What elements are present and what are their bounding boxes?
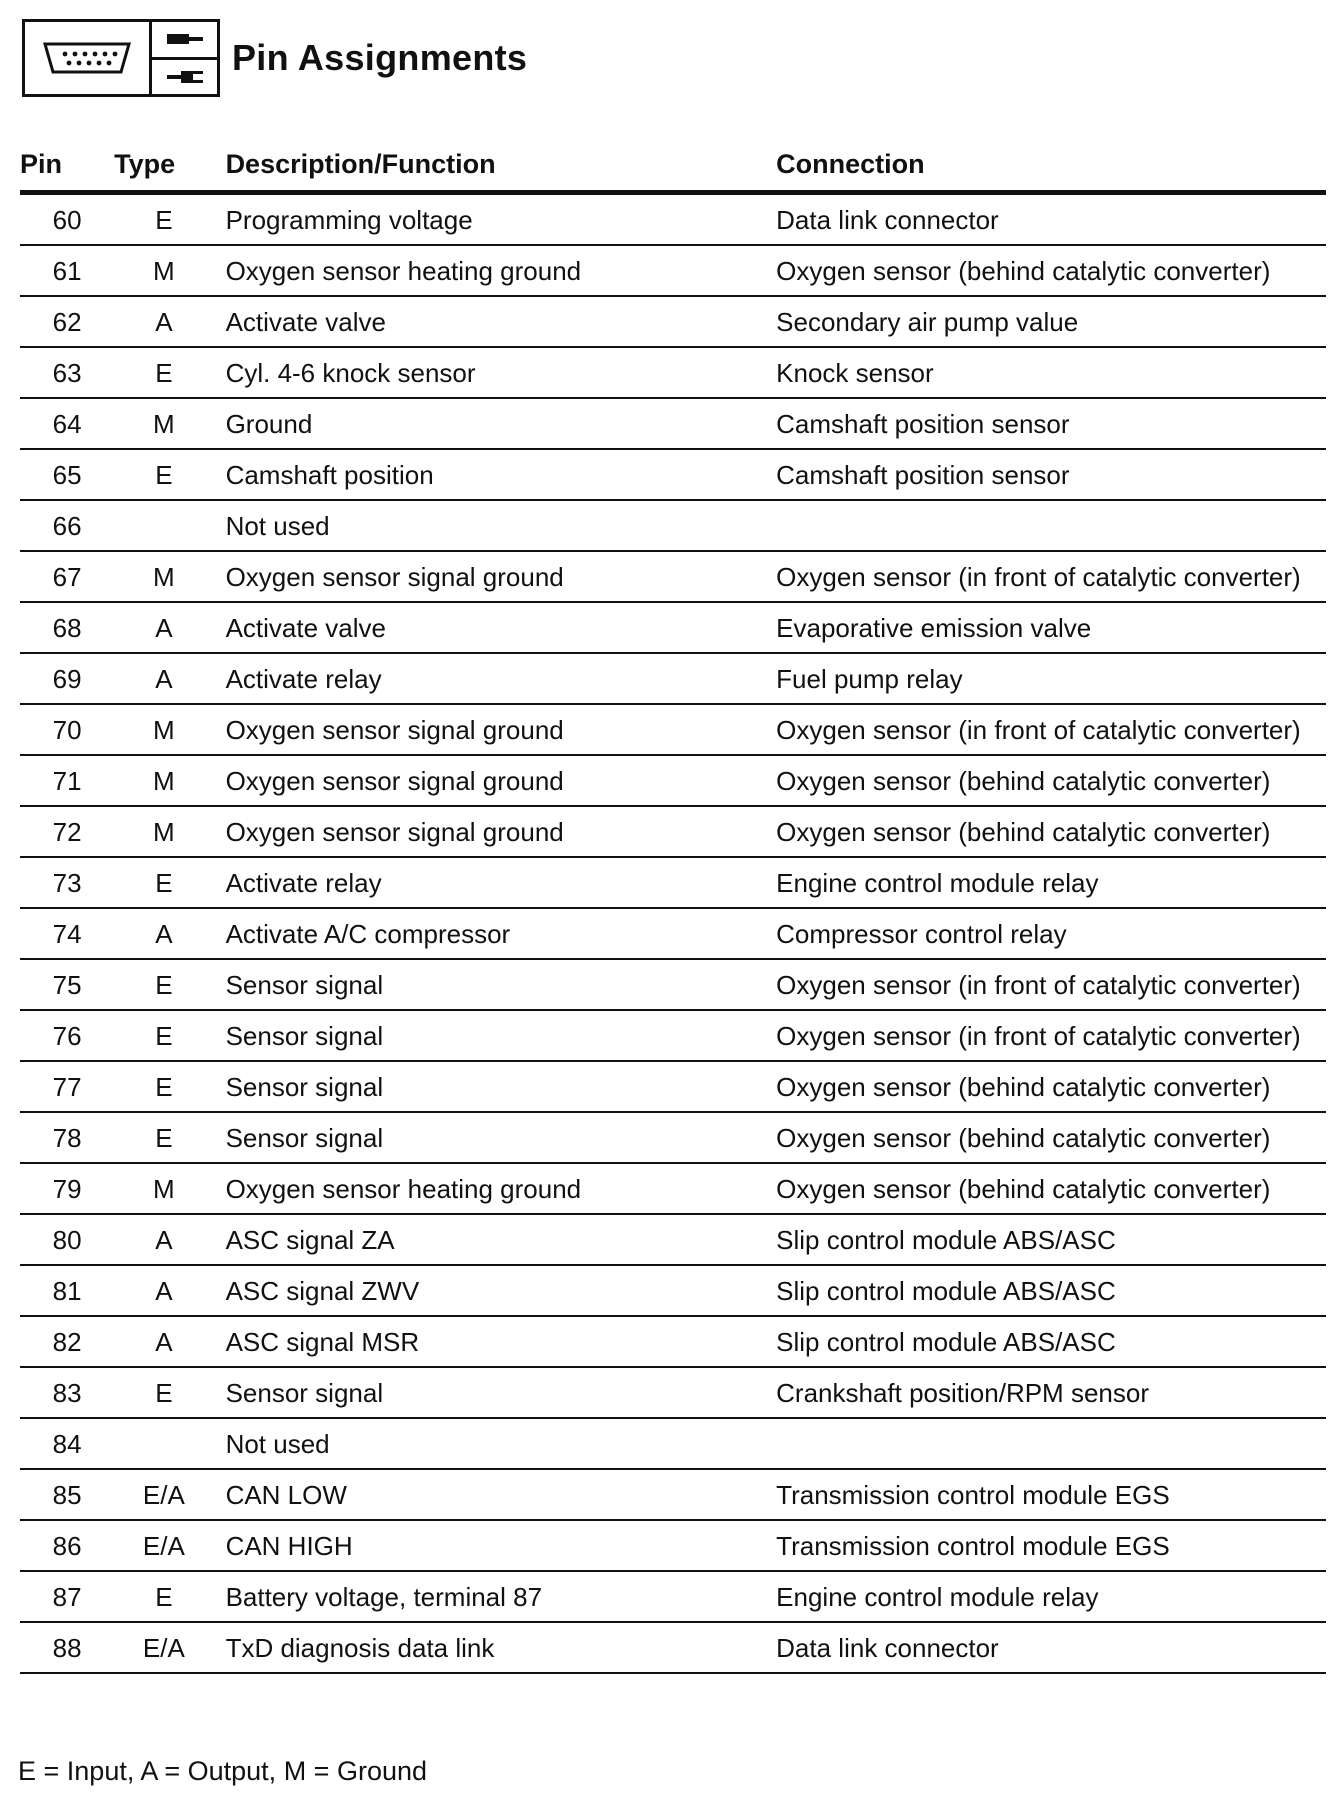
- table-row: [20, 1367, 1326, 1418]
- table-row: [20, 449, 1326, 500]
- cell-connection: Camshaft position sensor: [776, 398, 1326, 449]
- cell-connection: Evaporative emission valve: [776, 602, 1326, 653]
- cell-description: Oxygen sensor signal ground: [214, 704, 777, 755]
- cell-pin: 77: [20, 1061, 114, 1112]
- column-header-type: Type: [114, 140, 213, 193]
- column-header-description: Description/Function: [214, 140, 777, 193]
- table-row: [20, 806, 1326, 857]
- cell-type: E: [114, 1061, 213, 1112]
- cell-type: A: [114, 1316, 213, 1367]
- type-legend: E = Input, A = Output, M = Ground: [18, 1756, 428, 1786]
- cell-description: Ground: [214, 398, 777, 449]
- cell-description: ASC signal ZA: [214, 1214, 777, 1265]
- cell-pin: 83: [20, 1367, 114, 1418]
- table-row: [20, 245, 1326, 296]
- connector-icon: [25, 22, 152, 94]
- table-row: [20, 1622, 1326, 1673]
- cell-type: E: [114, 857, 213, 908]
- cell-pin: 67: [20, 551, 114, 602]
- cell-pin: 75: [20, 959, 114, 1010]
- cell-pin: 70: [20, 704, 114, 755]
- cell-connection: Data link connector: [776, 193, 1326, 246]
- cell-type: M: [114, 1163, 213, 1214]
- cell-connection: [776, 1418, 1326, 1469]
- table-row: [20, 1163, 1326, 1214]
- cell-description: Not used: [214, 500, 777, 551]
- cell-type: E: [114, 1571, 213, 1622]
- table-row: [20, 1520, 1326, 1571]
- cell-description: Oxygen sensor signal ground: [214, 755, 777, 806]
- cell-pin: 65: [20, 449, 114, 500]
- cell-type: E: [114, 347, 213, 398]
- cell-pin: 84: [20, 1418, 114, 1469]
- cell-pin: 73: [20, 857, 114, 908]
- cell-connection: Fuel pump relay: [776, 653, 1326, 704]
- cell-description: Oxygen sensor heating ground: [214, 245, 777, 296]
- table-row: [20, 193, 1326, 246]
- cell-connection: Oxygen sensor (in front of catalytic converter): [776, 959, 1326, 1010]
- cell-pin: 88: [20, 1622, 114, 1673]
- table-row: [20, 1571, 1326, 1622]
- table-header-row: [20, 140, 1326, 193]
- cell-description: Activate valve: [214, 602, 777, 653]
- cell-description: Activate valve: [214, 296, 777, 347]
- table-row: [20, 1112, 1326, 1163]
- cell-type: [114, 500, 213, 551]
- cell-type: [114, 1418, 213, 1469]
- cell-pin: 68: [20, 602, 114, 653]
- cell-connection: Slip control module ABS/ASC: [776, 1265, 1326, 1316]
- cell-connection: Camshaft position sensor: [776, 449, 1326, 500]
- cell-type: E: [114, 449, 213, 500]
- table-row: [20, 755, 1326, 806]
- cell-connection: Crankshaft position/RPM sensor: [776, 1367, 1326, 1418]
- cell-type: E: [114, 193, 213, 246]
- cell-pin: 87: [20, 1571, 114, 1622]
- cell-connection: Slip control module ABS/ASC: [776, 1316, 1326, 1367]
- cell-pin: 82: [20, 1316, 114, 1367]
- table-row: [20, 347, 1326, 398]
- cell-description: Oxygen sensor signal ground: [214, 551, 777, 602]
- cell-description: Not used: [214, 1418, 777, 1469]
- table-row: [20, 704, 1326, 755]
- plug-icon-stack: [152, 22, 217, 94]
- table-row: [20, 653, 1326, 704]
- pin-assignments-table: [20, 140, 1326, 1674]
- cell-type: A: [114, 1265, 213, 1316]
- page-title: Pin Assignments: [232, 37, 528, 78]
- cell-type: M: [114, 551, 213, 602]
- table-row: [20, 959, 1326, 1010]
- table-row: [20, 602, 1326, 653]
- cell-connection: Data link connector: [776, 1622, 1326, 1673]
- page-header: [22, 18, 527, 98]
- table-row: [20, 296, 1326, 347]
- cell-pin: 72: [20, 806, 114, 857]
- cell-pin: 81: [20, 1265, 114, 1316]
- cell-type: M: [114, 245, 213, 296]
- cell-type: E: [114, 1010, 213, 1061]
- table-row: [20, 1214, 1326, 1265]
- cell-type: M: [114, 755, 213, 806]
- cell-connection: Slip control module ABS/ASC: [776, 1214, 1326, 1265]
- cell-description: Sensor signal: [214, 1367, 777, 1418]
- cell-description: Cyl. 4-6 knock sensor: [214, 347, 777, 398]
- cell-connection: Transmission control module EGS: [776, 1520, 1326, 1571]
- cell-pin: 64: [20, 398, 114, 449]
- cell-connection: Oxygen sensor (in front of catalytic converter): [776, 1010, 1326, 1061]
- cell-type: A: [114, 908, 213, 959]
- cell-connection: Oxygen sensor (behind catalytic converter): [776, 245, 1326, 296]
- cell-type: A: [114, 602, 213, 653]
- cell-pin: 62: [20, 296, 114, 347]
- cell-description: Oxygen sensor heating ground: [214, 1163, 777, 1214]
- cell-connection: Oxygen sensor (in front of catalytic converter): [776, 551, 1326, 602]
- cell-type: M: [114, 704, 213, 755]
- cell-connection: Transmission control module EGS: [776, 1469, 1326, 1520]
- cell-pin: 78: [20, 1112, 114, 1163]
- cell-connection: Compressor control relay: [776, 908, 1326, 959]
- plug-icon: [152, 22, 217, 60]
- cell-description: Sensor signal: [214, 1010, 777, 1061]
- cell-description: Oxygen sensor signal ground: [214, 806, 777, 857]
- cell-type: E/A: [114, 1520, 213, 1571]
- cell-type: M: [114, 806, 213, 857]
- cell-type: E/A: [114, 1622, 213, 1673]
- cell-type: A: [114, 296, 213, 347]
- cell-description: CAN LOW: [214, 1469, 777, 1520]
- table-row: [20, 551, 1326, 602]
- cell-pin: 76: [20, 1010, 114, 1061]
- cell-type: E: [114, 959, 213, 1010]
- cell-description: ASC signal ZWV: [214, 1265, 777, 1316]
- cell-type: A: [114, 1214, 213, 1265]
- cell-type: E: [114, 1367, 213, 1418]
- table-row: [20, 1265, 1326, 1316]
- cell-connection: Oxygen sensor (behind catalytic converter): [776, 755, 1326, 806]
- cell-connection: Oxygen sensor (behind catalytic converter): [776, 806, 1326, 857]
- cell-type: M: [114, 398, 213, 449]
- cell-description: Activate relay: [214, 653, 777, 704]
- cell-connection: Oxygen sensor (behind catalytic converter): [776, 1163, 1326, 1214]
- cell-pin: 86: [20, 1520, 114, 1571]
- table-row: [20, 398, 1326, 449]
- cell-type: A: [114, 653, 213, 704]
- cell-description: Battery voltage, terminal 87: [214, 1571, 777, 1622]
- cell-connection: Engine control module relay: [776, 857, 1326, 908]
- cell-connection: Oxygen sensor (behind catalytic converter): [776, 1061, 1326, 1112]
- connector-icon-box: [22, 19, 220, 97]
- cell-pin: 80: [20, 1214, 114, 1265]
- table-row: [20, 908, 1326, 959]
- table-row: [20, 857, 1326, 908]
- table-row: [20, 1010, 1326, 1061]
- table-row: [20, 1061, 1326, 1112]
- cell-pin: 85: [20, 1469, 114, 1520]
- column-header-pin: Pin: [20, 140, 114, 193]
- cell-type: E: [114, 1112, 213, 1163]
- socket-icon: [152, 60, 217, 95]
- cell-pin: 63: [20, 347, 114, 398]
- table-row: [20, 500, 1326, 551]
- cell-connection: Engine control module relay: [776, 1571, 1326, 1622]
- cell-pin: 60: [20, 193, 114, 246]
- cell-pin: 66: [20, 500, 114, 551]
- cell-description: Activate A/C compressor: [214, 908, 777, 959]
- cell-description: Sensor signal: [214, 1061, 777, 1112]
- cell-connection: Secondary air pump value: [776, 296, 1326, 347]
- cell-description: Programming voltage: [214, 193, 777, 246]
- table-row: [20, 1316, 1326, 1367]
- cell-description: ASC signal MSR: [214, 1316, 777, 1367]
- cell-description: Sensor signal: [214, 1112, 777, 1163]
- cell-type: E/A: [114, 1469, 213, 1520]
- cell-pin: 79: [20, 1163, 114, 1214]
- cell-description: Activate relay: [214, 857, 777, 908]
- cell-description: Camshaft position: [214, 449, 777, 500]
- cell-connection: Oxygen sensor (behind catalytic converter): [776, 1112, 1326, 1163]
- column-header-connection: Connection: [776, 140, 1326, 193]
- cell-connection: [776, 500, 1326, 551]
- cell-description: Sensor signal: [214, 959, 777, 1010]
- cell-connection: Knock sensor: [776, 347, 1326, 398]
- cell-pin: 61: [20, 245, 114, 296]
- cell-pin: 74: [20, 908, 114, 959]
- cell-pin: 69: [20, 653, 114, 704]
- table-row: [20, 1469, 1326, 1520]
- cell-connection: Oxygen sensor (in front of catalytic converter): [776, 704, 1326, 755]
- cell-description: TxD diagnosis data link: [214, 1622, 777, 1673]
- cell-pin: 71: [20, 755, 114, 806]
- cell-description: CAN HIGH: [214, 1520, 777, 1571]
- table-row: [20, 1418, 1326, 1469]
